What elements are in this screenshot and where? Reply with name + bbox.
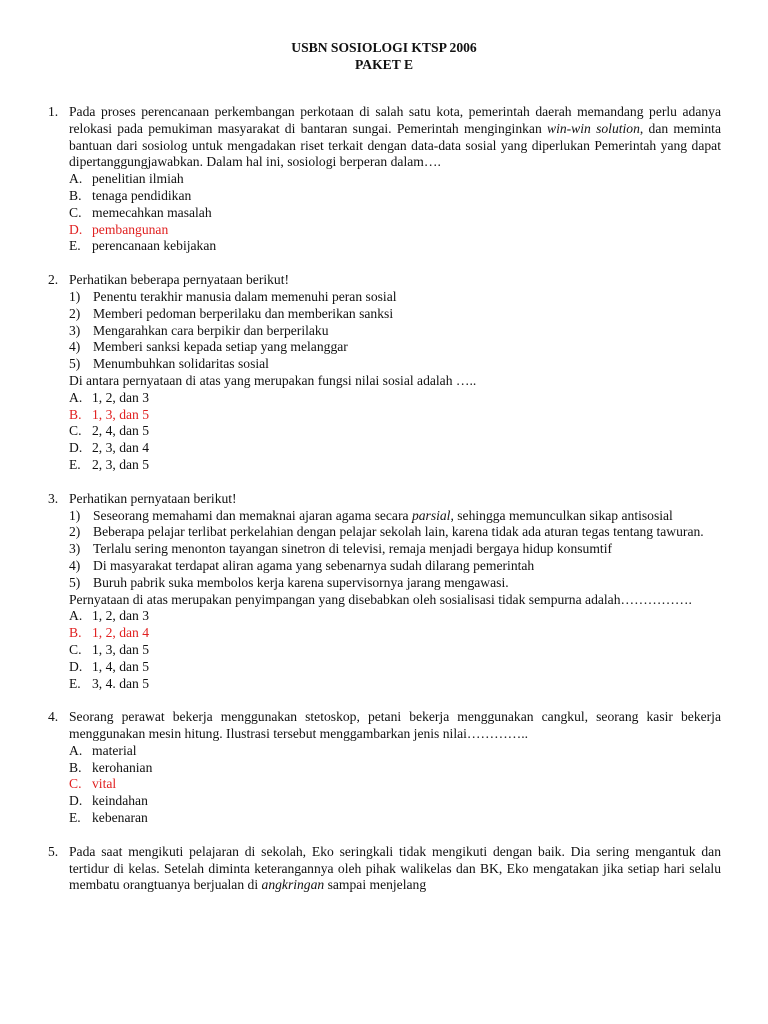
option-b bbox=[69, 760, 721, 777]
option-text: penelitian ilmiah bbox=[92, 171, 184, 187]
option-c bbox=[69, 423, 721, 440]
option-text: 1, 2, dan 3 bbox=[92, 608, 150, 624]
question-intro: Perhatikan pernyataan berikut! bbox=[69, 490, 237, 506]
option-letter: A. bbox=[69, 171, 83, 187]
stem-italic-term: angkringan bbox=[261, 877, 325, 893]
option-letter: E. bbox=[69, 675, 81, 691]
option-a bbox=[69, 743, 721, 760]
question-5 bbox=[0, 844, 768, 894]
statement-number: 3) bbox=[69, 322, 81, 338]
option-d bbox=[69, 440, 721, 457]
statement-5 bbox=[69, 575, 721, 592]
document-subtitle: PAKET E bbox=[354, 57, 414, 72]
option-letter: C. bbox=[69, 641, 82, 657]
document-header bbox=[0, 40, 768, 74]
option-a bbox=[69, 608, 721, 625]
question-body bbox=[69, 104, 721, 255]
statement-number: 5) bbox=[69, 356, 81, 372]
option-text: 2, 4, dan 5 bbox=[92, 423, 150, 439]
option-c-correct bbox=[69, 776, 721, 793]
statement-text-part: Seseorang memahami dan memaknai ajaran agama secara bbox=[93, 507, 412, 523]
statement-text: Terlalu sering menonton tayangan sinetron di televisi, remaja menjadi bergaya hidup konsumtif bbox=[93, 541, 612, 557]
option-letter: E. bbox=[69, 456, 81, 472]
document-title: USBN SOSIOLOGI KTSP 2006 bbox=[291, 40, 477, 55]
question-number: 3. bbox=[48, 490, 59, 506]
question-stem bbox=[69, 104, 721, 171]
stem-text: sampai menjelang bbox=[324, 877, 427, 893]
question-prompt: Pernyataan di atas merupakan penyimpangan yang disebabkan oleh sosialisasi tidak sempurna adalah……………. bbox=[69, 591, 692, 607]
option-text: 3, 4. dan 5 bbox=[92, 675, 150, 691]
option-text: 1, 4, dan 5 bbox=[92, 658, 150, 674]
statement-3 bbox=[69, 323, 721, 340]
statement-text: Di masyarakat terdapat aliran agama yang sebenarnya sudah dilarang pemerintah bbox=[93, 557, 535, 573]
statement-number: 5) bbox=[69, 574, 81, 590]
question-number: 5. bbox=[48, 843, 59, 859]
option-e bbox=[69, 238, 721, 255]
question-body bbox=[69, 844, 721, 894]
option-text: 2, 3, dan 5 bbox=[92, 456, 150, 472]
statement-2 bbox=[69, 524, 721, 541]
question-list bbox=[0, 104, 768, 911]
question-stem: Seorang perawat bekerja menggunakan stetoskop, petani bekerja menggunakan cangkul, seorang kasir bekerja menggunakan mesin hitung. Ilustrasi tersebut menggambarkan jenis nilai………….. bbox=[69, 709, 721, 742]
option-text: memecahkan masalah bbox=[92, 204, 212, 220]
option-text: 1, 3, dan 5 bbox=[92, 641, 150, 657]
option-text: perencanaan kebijakan bbox=[92, 238, 217, 254]
option-b-correct bbox=[69, 407, 721, 424]
statement-number: 4) bbox=[69, 557, 81, 573]
statement-1 bbox=[69, 289, 721, 306]
statement-number: 4) bbox=[69, 339, 81, 355]
question-intro: Perhatikan beberapa pernyataan berikut! bbox=[69, 272, 290, 288]
option-b bbox=[69, 188, 721, 205]
statement-text: Menumbuhkan solidaritas sosial bbox=[93, 356, 269, 372]
statement-text: Beberapa pelajar terlibat perkelahian dengan pelajar sekolah lain, karena tidak ada aturan tegas tentang tawuran. bbox=[93, 524, 704, 540]
statement-1 bbox=[69, 508, 721, 525]
option-a bbox=[69, 171, 721, 188]
stem-text: Pada saat mengikuti pelajaran di sekolah, Eko seringkali tidak mengikuti dengan baik. Dia sering mengantuk dan tertidur di kelas. Setelah diminta keterangannya oleh pihak walikelas dan BK, Eko mengatakan jika setiap hari selalu membatu orangtuanya berjualan di bbox=[69, 843, 721, 893]
statement-number: 1) bbox=[69, 507, 81, 523]
option-letter: D. bbox=[69, 221, 83, 237]
option-letter: B. bbox=[69, 187, 82, 203]
statement-text: Penentu terakhir manusia dalam memenuhi peran sosial bbox=[93, 288, 397, 304]
option-text: 1, 3, dan 5 bbox=[92, 406, 150, 422]
option-text: 1, 2, dan 4 bbox=[92, 625, 150, 641]
stem-italic-term: win-win solution bbox=[547, 120, 640, 136]
statement-text: Mengarahkan cara berpikir dan berperilaku bbox=[93, 322, 329, 338]
question-stem bbox=[69, 844, 721, 894]
option-e bbox=[69, 676, 721, 693]
option-letter: C. bbox=[69, 204, 82, 220]
question-body bbox=[69, 491, 721, 693]
option-letter: B. bbox=[69, 625, 82, 641]
option-text: pembangunan bbox=[92, 221, 169, 237]
statement-3 bbox=[69, 541, 721, 558]
option-letter: E. bbox=[69, 238, 81, 254]
option-letter: D. bbox=[69, 440, 83, 456]
statement-number: 2) bbox=[69, 305, 81, 321]
option-letter: D. bbox=[69, 793, 83, 809]
question-number: 2. bbox=[48, 272, 59, 288]
statement-italic-term: parsial bbox=[411, 507, 451, 523]
statement-5 bbox=[69, 356, 721, 373]
option-text: kerohanian bbox=[92, 759, 153, 775]
statement-4 bbox=[69, 339, 721, 356]
option-e bbox=[69, 810, 721, 827]
option-d-correct bbox=[69, 222, 721, 239]
statement-text-part: , sehingga memunculkan sikap antisosial bbox=[450, 507, 673, 523]
question-body bbox=[69, 272, 721, 474]
option-text: kebenaran bbox=[92, 810, 148, 826]
option-letter: D. bbox=[69, 658, 83, 674]
statement-number: 2) bbox=[69, 524, 81, 540]
question-number: 1. bbox=[48, 104, 59, 119]
question-2 bbox=[0, 272, 768, 474]
option-letter: A. bbox=[69, 742, 83, 758]
statement-number: 3) bbox=[69, 541, 81, 557]
option-b-correct bbox=[69, 625, 721, 642]
option-letter: A. bbox=[69, 389, 83, 405]
option-text: tenaga pendidikan bbox=[92, 187, 192, 203]
option-c bbox=[69, 642, 721, 659]
option-e bbox=[69, 457, 721, 474]
statement-4 bbox=[69, 558, 721, 575]
question-body bbox=[69, 709, 721, 827]
option-text: 2, 3, dan 4 bbox=[92, 440, 150, 456]
question-3 bbox=[0, 491, 768, 693]
option-letter: B. bbox=[69, 406, 82, 422]
option-letter: B. bbox=[69, 759, 82, 775]
option-text: material bbox=[92, 742, 137, 758]
option-text: vital bbox=[92, 776, 117, 792]
stem-text: Pada proses perencanaan perkembangan perkotaan di salah satu kota, pemerintah daerah memandang perlu adanya relokasi pada pemukiman masyarakat di bantaran sungai. Pemerintah menginginkan bbox=[69, 104, 721, 136]
statement-text: Memberi sanksi kepada setiap yang melanggar bbox=[93, 339, 348, 355]
statement-text: Memberi pedoman berperilaku dan memberikan sanksi bbox=[93, 305, 394, 321]
option-letter: E. bbox=[69, 810, 81, 826]
option-d bbox=[69, 659, 721, 676]
question-prompt: Di antara pernyataan di atas yang merupakan fungsi nilai sosial adalah ….. bbox=[69, 372, 477, 388]
option-letter: C. bbox=[69, 423, 82, 439]
stem-text: , dan meminta bantuan dari sosiolog untuk mengadakan riset terkait dengan data-data sosial yang diperlukan Pemerintah yang dapat dipertanggungjawabkan. Dalam hal ini, sosiologi berperan dalam…. bbox=[69, 120, 721, 170]
option-text: 1, 2, dan 3 bbox=[92, 389, 150, 405]
option-d bbox=[69, 793, 721, 810]
statement-2 bbox=[69, 306, 721, 323]
option-letter: A. bbox=[69, 608, 83, 624]
question-4 bbox=[0, 709, 768, 827]
statement-text bbox=[93, 508, 721, 525]
statement-text: Buruh pabrik suka membolos kerja karena supervisornya jarang mengawasi. bbox=[93, 574, 509, 590]
option-letter: C. bbox=[69, 776, 82, 792]
statement-number: 1) bbox=[69, 288, 81, 304]
question-number: 4. bbox=[48, 709, 59, 725]
option-text: keindahan bbox=[92, 793, 148, 809]
question-1 bbox=[0, 104, 768, 255]
option-a bbox=[69, 390, 721, 407]
option-c bbox=[69, 205, 721, 222]
